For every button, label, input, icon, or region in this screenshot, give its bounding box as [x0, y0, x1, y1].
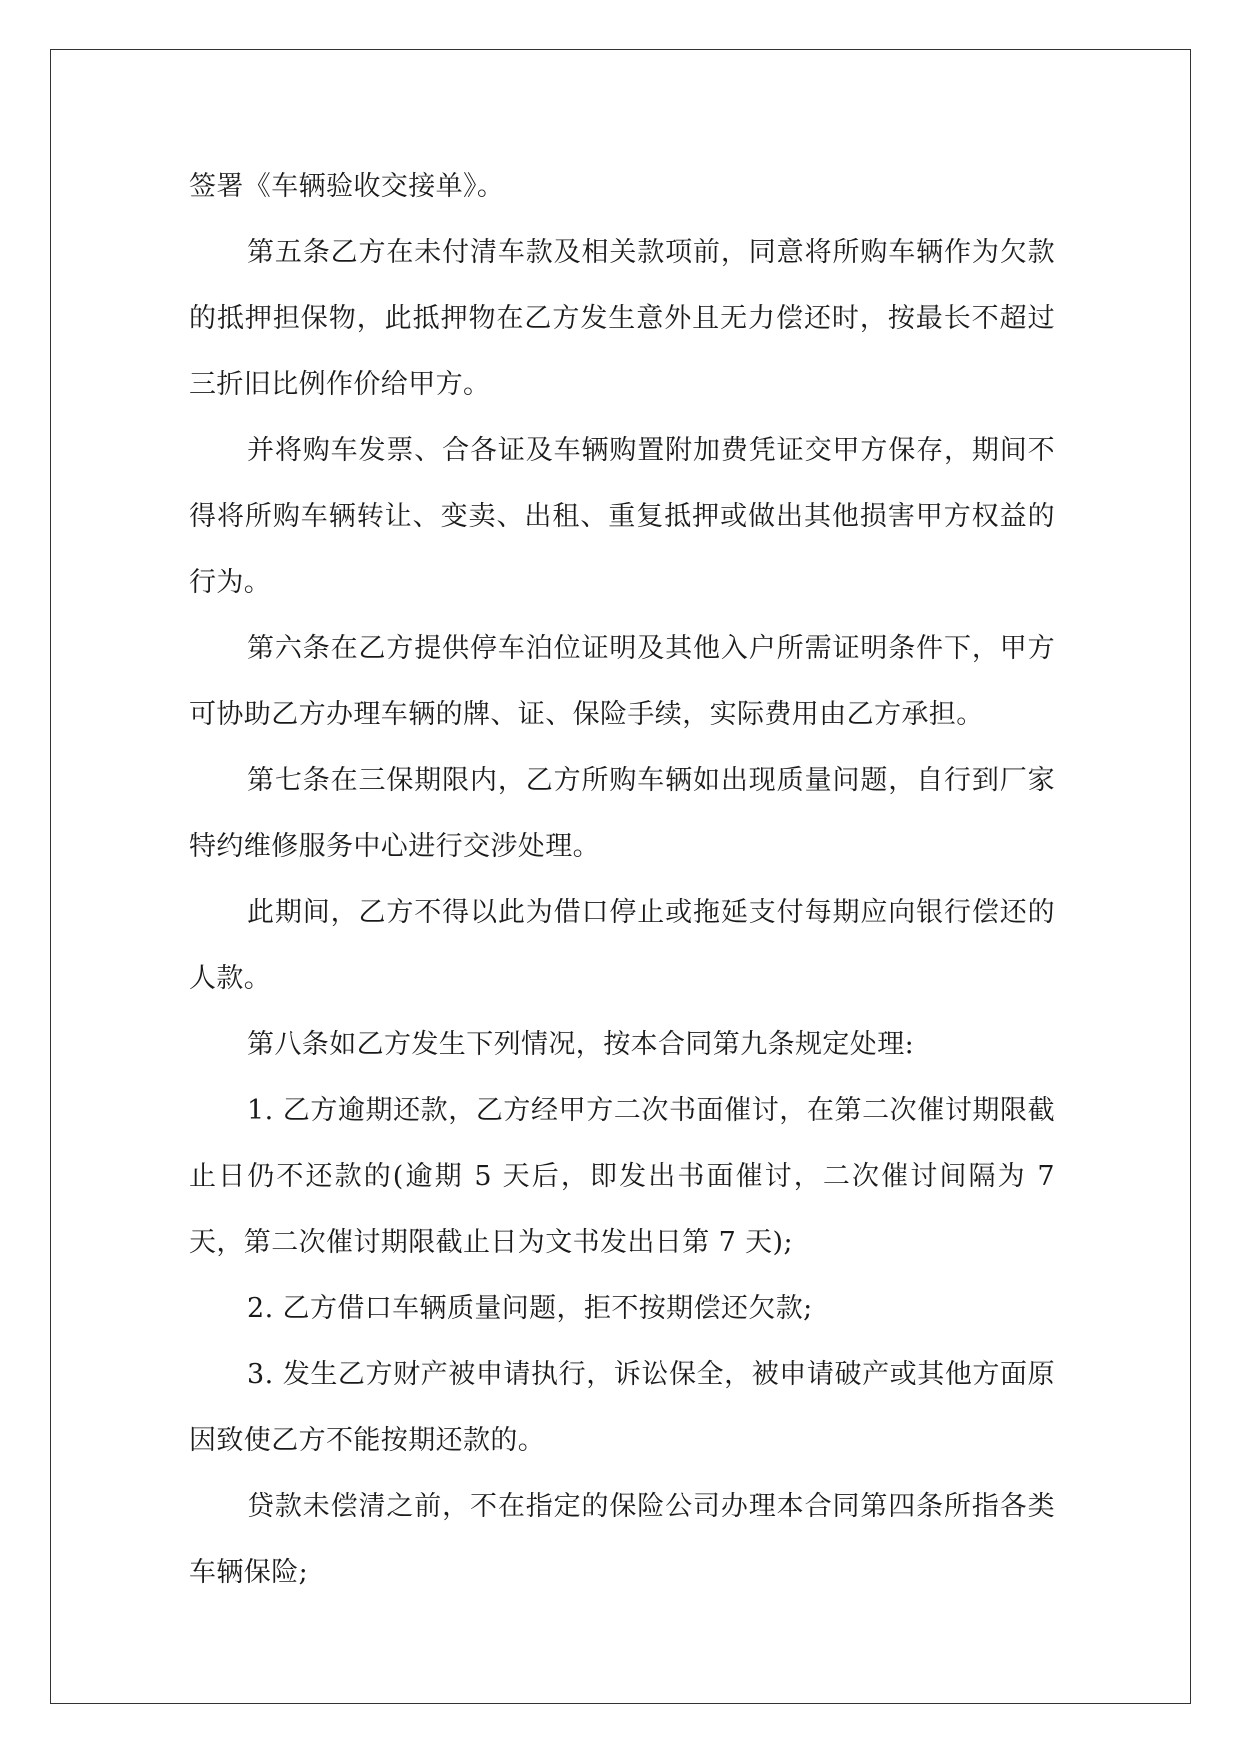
paragraph-article-5: 第五条乙方在未付清车款及相关款项前，同意将所购车辆作为欠款的抵押担保物，此抵押物在乙方发生意外且无力偿还时，按最长不超过三折旧比例作价给甲方。 — [189, 237, 1055, 400]
list-item-2: 2. 乙方借口车辆质量问题，拒不按期偿还欠款; — [247, 1293, 813, 1324]
list-item-3: 3. 发生乙方财产被申请执行，诉讼保全，被申请破产或其他方面原因致使乙方不能按期还款的。 — [189, 1359, 1055, 1456]
paragraph-article-7: 第七条在三保期限内，乙方所购车辆如出现质量问题，自行到厂家特约维修服务中心进行交涉处理。 — [189, 765, 1055, 862]
paragraph-payment-obligation: 此期间，乙方不得以此为借口停止或拖延支付每期应向银行偿还的人款。 — [189, 897, 1055, 994]
paragraph-article-6: 第六条在乙方提供停车泊位证明及其他入户所需证明条件下，甲方可协助乙方办理车辆的牌、证、保险手续，实际费用由乙方承担。 — [189, 633, 1055, 730]
list-item-1: 1. 乙方逾期还款，乙方经甲方二次书面催讨，在第二次催讨期限截止日仍不还款的(逾期 5 天后，即发出书面催讨，二次催讨间隔为 7 天，第二次催讨期限截止日为文书发出日第 7 天); — [189, 1095, 1055, 1258]
paragraph-invoice-custody: 并将购车发票、合各证及车辆购置附加费凭证交甲方保存，期间不得将所购车辆转让、变卖、出租、重复抵押或做出其他损害甲方权益的行为。 — [189, 435, 1055, 598]
paragraph-1: 签署《车辆验收交接单》。 — [189, 171, 505, 202]
paragraph-article-8: 第八条如乙方发生下列情况，按本合同第九条规定处理: — [247, 1029, 915, 1060]
document-body — [189, 154, 1055, 1606]
paragraph-insurance: 贷款未偿清之前，不在指定的保险公司办理本合同第四条所指各类车辆保险; — [189, 1491, 1055, 1588]
